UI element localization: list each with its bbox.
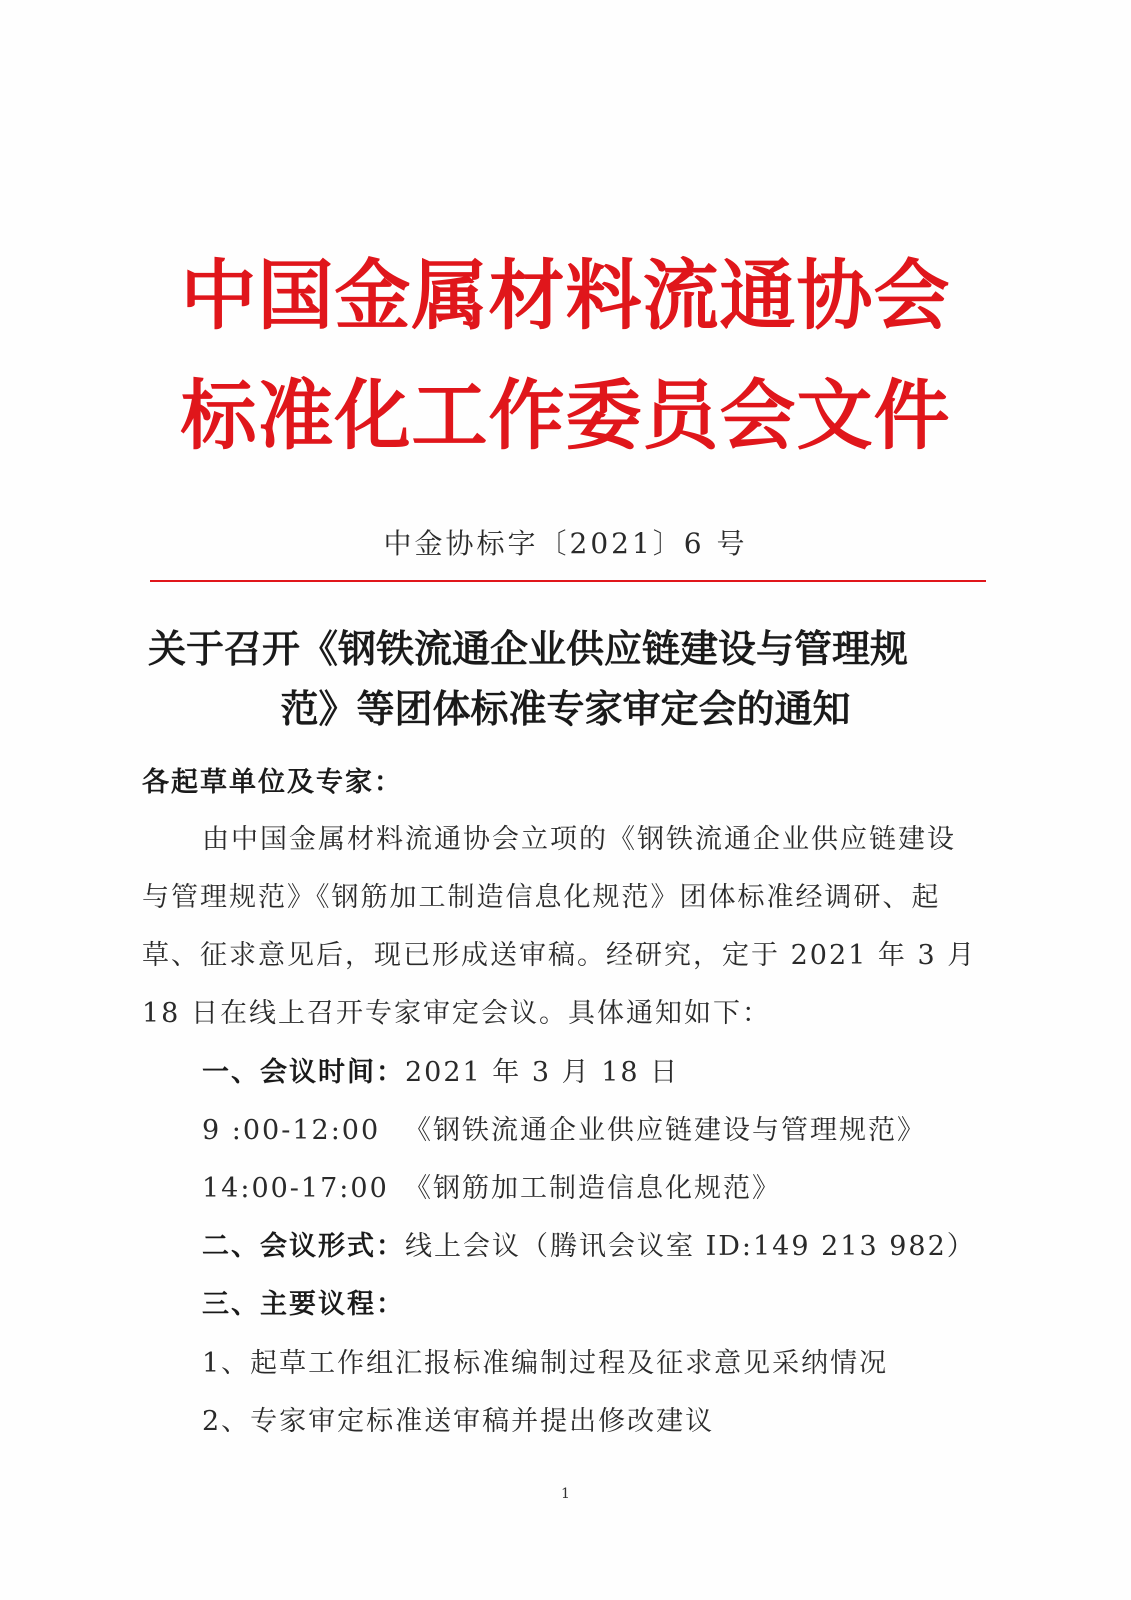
body-line-3: 草、征求意见后，现已形成送审稿。经研究，定于 2021 年 3 月: [142, 940, 977, 971]
meeting-format-heading: 二、会议形式：: [202, 1231, 405, 1262]
schedule-time-2: 14:00-17:00: [202, 1173, 389, 1204]
issuer-header-line-2: 标准化工作委员会文件: [180, 371, 951, 460]
page-number: 1: [561, 1486, 570, 1502]
body-line-2: 与管理规范》《钢筋加工制造信息化规范》团体标准经调研、起: [142, 882, 941, 913]
issuer-header-line-1: 中国金属材料流通协会: [180, 251, 951, 340]
body-line-4: 18 日在线上召开专家审定会议。具体通知如下：: [142, 998, 771, 1029]
meeting-time-value: 2021 年 3 月 18 日: [405, 1057, 680, 1088]
meeting-time-row: [202, 1059, 679, 1086]
schedule-item-1: 《钢铁流通企业供应链建设与管理规范》: [404, 1115, 926, 1146]
agenda-item-1: 1、起草工作组汇报标准编制过程及征求意见采纳情况: [202, 1348, 889, 1379]
notice-title-line-2: 范》等团体标准专家审定会的通知: [280, 687, 851, 731]
document-number: 中金协标字〔2021〕6 号: [383, 527, 748, 560]
agenda-heading: 三、主要议程：: [202, 1289, 405, 1320]
meeting-format-row: [202, 1233, 976, 1260]
notice-title-line-1: 关于召开《钢铁流通企业供应链建设与管理规: [148, 627, 909, 671]
meeting-format-value: 线上会议（腾讯会议室 ID:149 213 982）: [405, 1231, 976, 1262]
meeting-time-heading: 一、会议时间：: [202, 1057, 405, 1088]
agenda-item-2: 2、专家审定标准送审稿并提出修改建议: [202, 1406, 715, 1437]
salutation: 各起草单位及专家：: [142, 767, 403, 798]
red-divider: [150, 580, 986, 582]
schedule-item-2: 《钢筋加工制造信息化规范》: [404, 1173, 781, 1204]
body-line-1: 由中国金属材料流通协会立项的《钢铁流通企业供应链建设: [202, 824, 956, 855]
schedule-time-1: 9 :00-12:00: [202, 1115, 381, 1146]
